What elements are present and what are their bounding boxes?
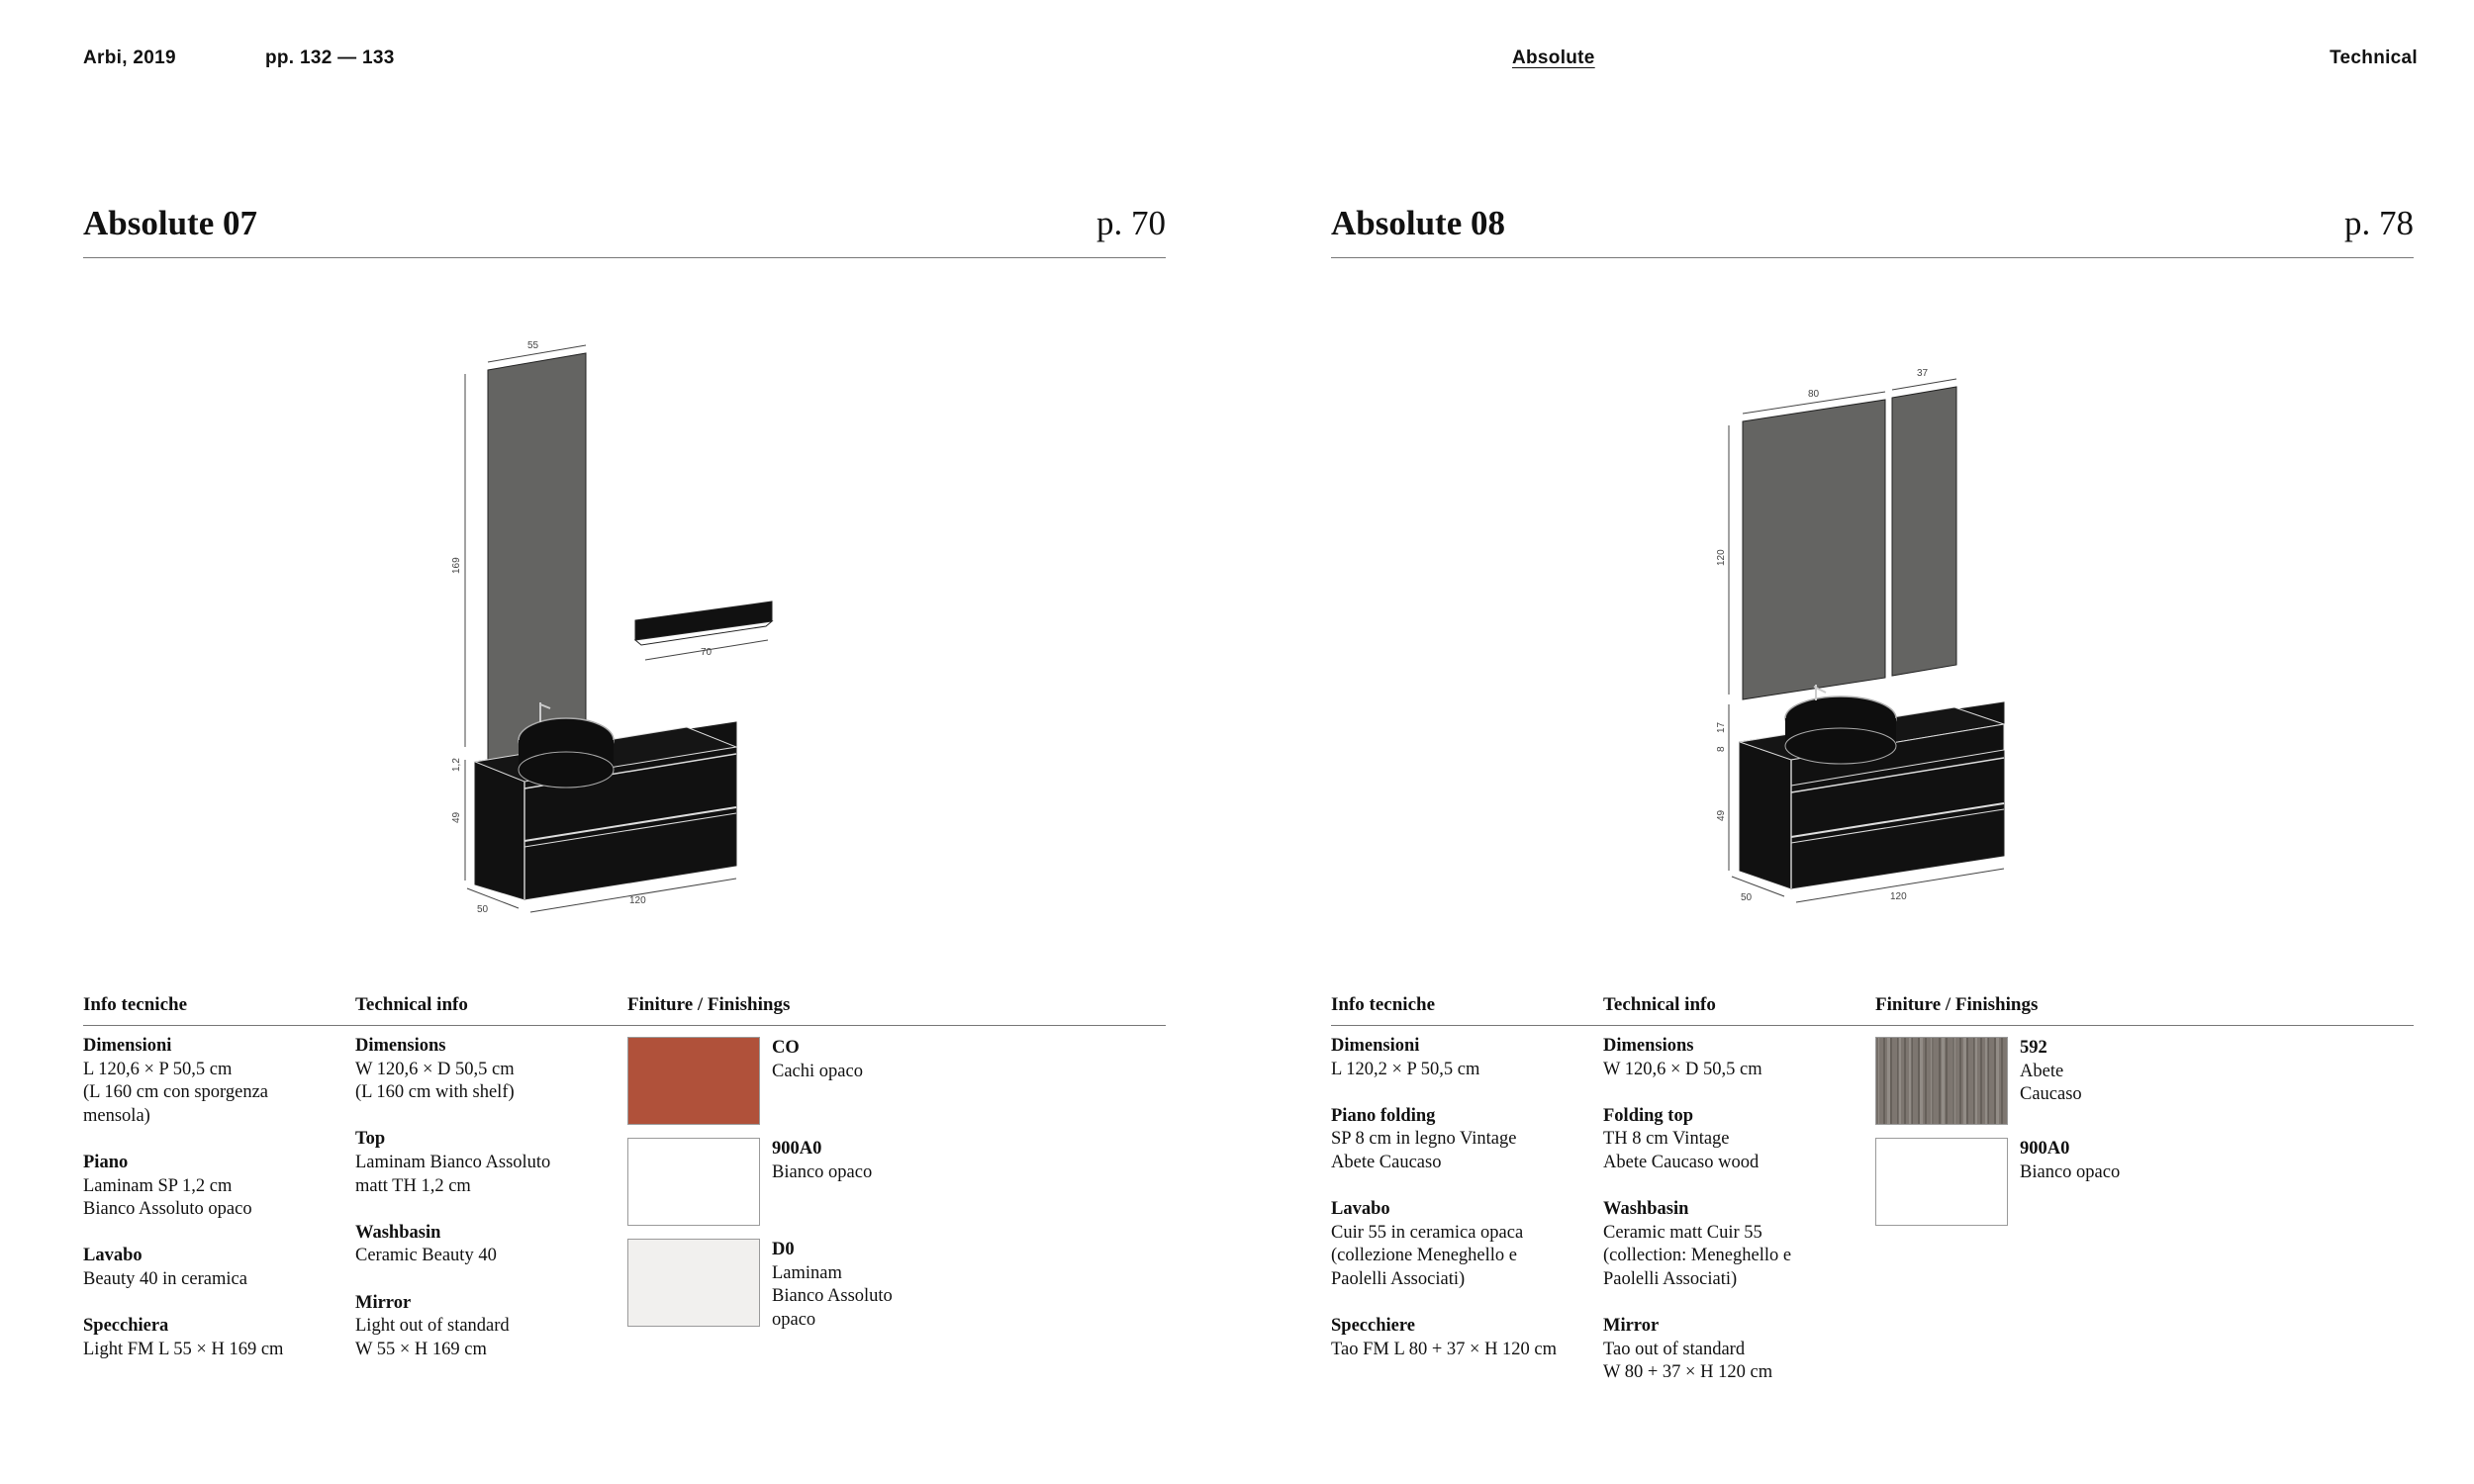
dim-gap: 17 [1716,721,1727,733]
dim-top-thickness: 1,2 [451,758,462,772]
product-title: Absolute 07 [83,204,257,242]
info-en-column [1603,1035,1865,1409]
header-section-link[interactable]: Absolute [1512,47,1595,68]
table-divider [1331,1025,2414,1026]
info-label: Mirror [1603,1316,1660,1337]
dim-depth: 50 [477,904,489,915]
info-block [355,1222,618,1268]
info-block [83,1245,345,1291]
info-label: Mirror [355,1292,412,1313]
finish-code: 900A0 [2020,1139,2070,1159]
info-block [355,1035,618,1105]
info-block [83,1152,345,1222]
technical-drawing [83,297,1166,930]
info-label: Lavabo [83,1246,143,1266]
info-text: TH 8 cm Vintage Abete Caucaso wood [1603,1129,1760,1172]
dim-mirror-height: 120 [1716,549,1727,566]
info-label: Specchiera [83,1316,169,1337]
info-block [1331,1035,1598,1081]
dim-depth: 50 [1741,892,1753,903]
dim-top-thickness: 8 [1716,746,1727,752]
info-label: Washbasin [1603,1199,1689,1220]
info-text: L 120,2 × P 50,5 cm [1331,1059,1480,1079]
info-block [1603,1198,1865,1291]
dim-mirror-width: 55 [527,340,539,351]
finish-code: CO [772,1038,800,1058]
info-block [1603,1315,1865,1385]
finish-swatch [627,1239,760,1327]
info-block [1331,1315,1598,1361]
col-head-info-it: Info tecniche [1331,994,1436,1015]
info-block [1603,1105,1865,1175]
dim-mirror-height: 169 [451,557,462,574]
info-label: Dimensioni [83,1036,172,1056]
finish-name: Laminam Bianco Assoluto opaco [772,1262,893,1330]
col-head-info-it: Info tecniche [83,994,188,1015]
dim-width: 120 [629,895,646,906]
info-text: Laminam SP 1,2 cm Bianco Assoluto opaco [83,1175,252,1220]
header-pages: pp. 132 — 133 [265,47,395,68]
info-block [355,1292,618,1362]
finish-name: Bianco opaco [2020,1161,2121,1182]
info-label: Dimensions [1603,1036,1694,1056]
info-text: Light out of standard W 55 × H 169 cm [355,1316,510,1359]
info-label: Piano [83,1152,129,1172]
info-label: Top [355,1129,386,1150]
info-label: Folding top [1603,1105,1693,1126]
dim-cabinet-height: 49 [451,811,462,823]
finish-name: Abete Caucaso [2020,1061,2082,1105]
info-text: Tao out of standard W 80 + 37 × H 120 cm [1603,1339,1773,1383]
product-title: Absolute 08 [1331,204,1505,242]
info-text: Ceramic matt Cuir 55 (collection: Meneghello e Paolelli Associati) [1603,1222,1792,1289]
info-text: Laminam Bianco Assoluto matt TH 1,2 cm [355,1152,551,1196]
info-label: Dimensioni [1331,1036,1420,1056]
info-it-column [83,1035,345,1385]
info-text: W 120,6 × D 50,5 cm (L 160 cm with shelf) [355,1059,515,1103]
info-label: Washbasin [355,1222,441,1243]
dim-cabinet-height: 49 [1716,809,1727,821]
info-block [1331,1105,1598,1175]
finish-code: D0 [772,1240,795,1259]
info-text: Beauty 40 in ceramica [83,1268,247,1289]
table-divider [83,1025,1166,1026]
col-head-info-en: Technical info [355,994,468,1015]
info-block [1603,1035,1865,1081]
info-block [83,1315,345,1361]
header-publication: Arbi, 2019 [83,47,176,68]
finish-swatch-wood [1875,1037,2008,1125]
finish-swatch [627,1138,760,1226]
info-label: Piano folding [1331,1105,1436,1126]
info-text: L 120,6 × P 50,5 cm (L 160 cm con sporgenza mensola) [83,1059,268,1126]
finish-code: 592 [2020,1038,2047,1058]
page-reference[interactable]: p. 70 [1096,204,1166,242]
info-block [1331,1198,1598,1291]
info-en-column [355,1035,618,1385]
info-text: SP 8 cm in legno Vintage Abete Caucaso [1331,1129,1517,1172]
page-reference[interactable]: p. 78 [2344,204,2414,242]
header-category: Technical [2330,47,2418,68]
dim-mirror2-width: 37 [1917,368,1929,379]
info-text: Ceramic Beauty 40 [355,1246,497,1266]
info-label: Dimensions [355,1036,446,1056]
col-head-finishes: Finiture / Finishings [627,994,791,1015]
finish-name: Cachi opaco [772,1061,863,1081]
technical-drawing [1331,297,2414,930]
dim-shelf-width: 70 [701,647,713,658]
info-block [83,1035,345,1128]
info-label: Specchiere [1331,1316,1415,1337]
left-page [83,0,1166,1484]
dim-mirror1-width: 80 [1808,389,1820,400]
right-page [1331,0,2414,1484]
finish-name: Bianco opaco [772,1161,873,1182]
title-divider [83,257,1166,258]
info-it-column [1331,1035,1598,1385]
info-text: Tao FM L 80 + 37 × H 120 cm [1331,1339,1558,1359]
info-text: W 120,6 × D 50,5 cm [1603,1059,1762,1079]
dim-width: 120 [1890,891,1907,902]
finish-code: 900A0 [772,1139,822,1159]
info-text: Cuir 55 in ceramica opaca (collezione Meneghello e Paolelli Associati) [1331,1222,1524,1289]
info-label: Lavabo [1331,1199,1390,1220]
col-head-info-en: Technical info [1603,994,1716,1015]
info-text: Light FM L 55 × H 169 cm [83,1339,284,1359]
col-head-finishes: Finiture / Finishings [1875,994,2039,1015]
info-block [355,1128,618,1198]
title-divider [1331,257,2414,258]
finish-swatch [1875,1138,2008,1226]
finish-swatch [627,1037,760,1125]
